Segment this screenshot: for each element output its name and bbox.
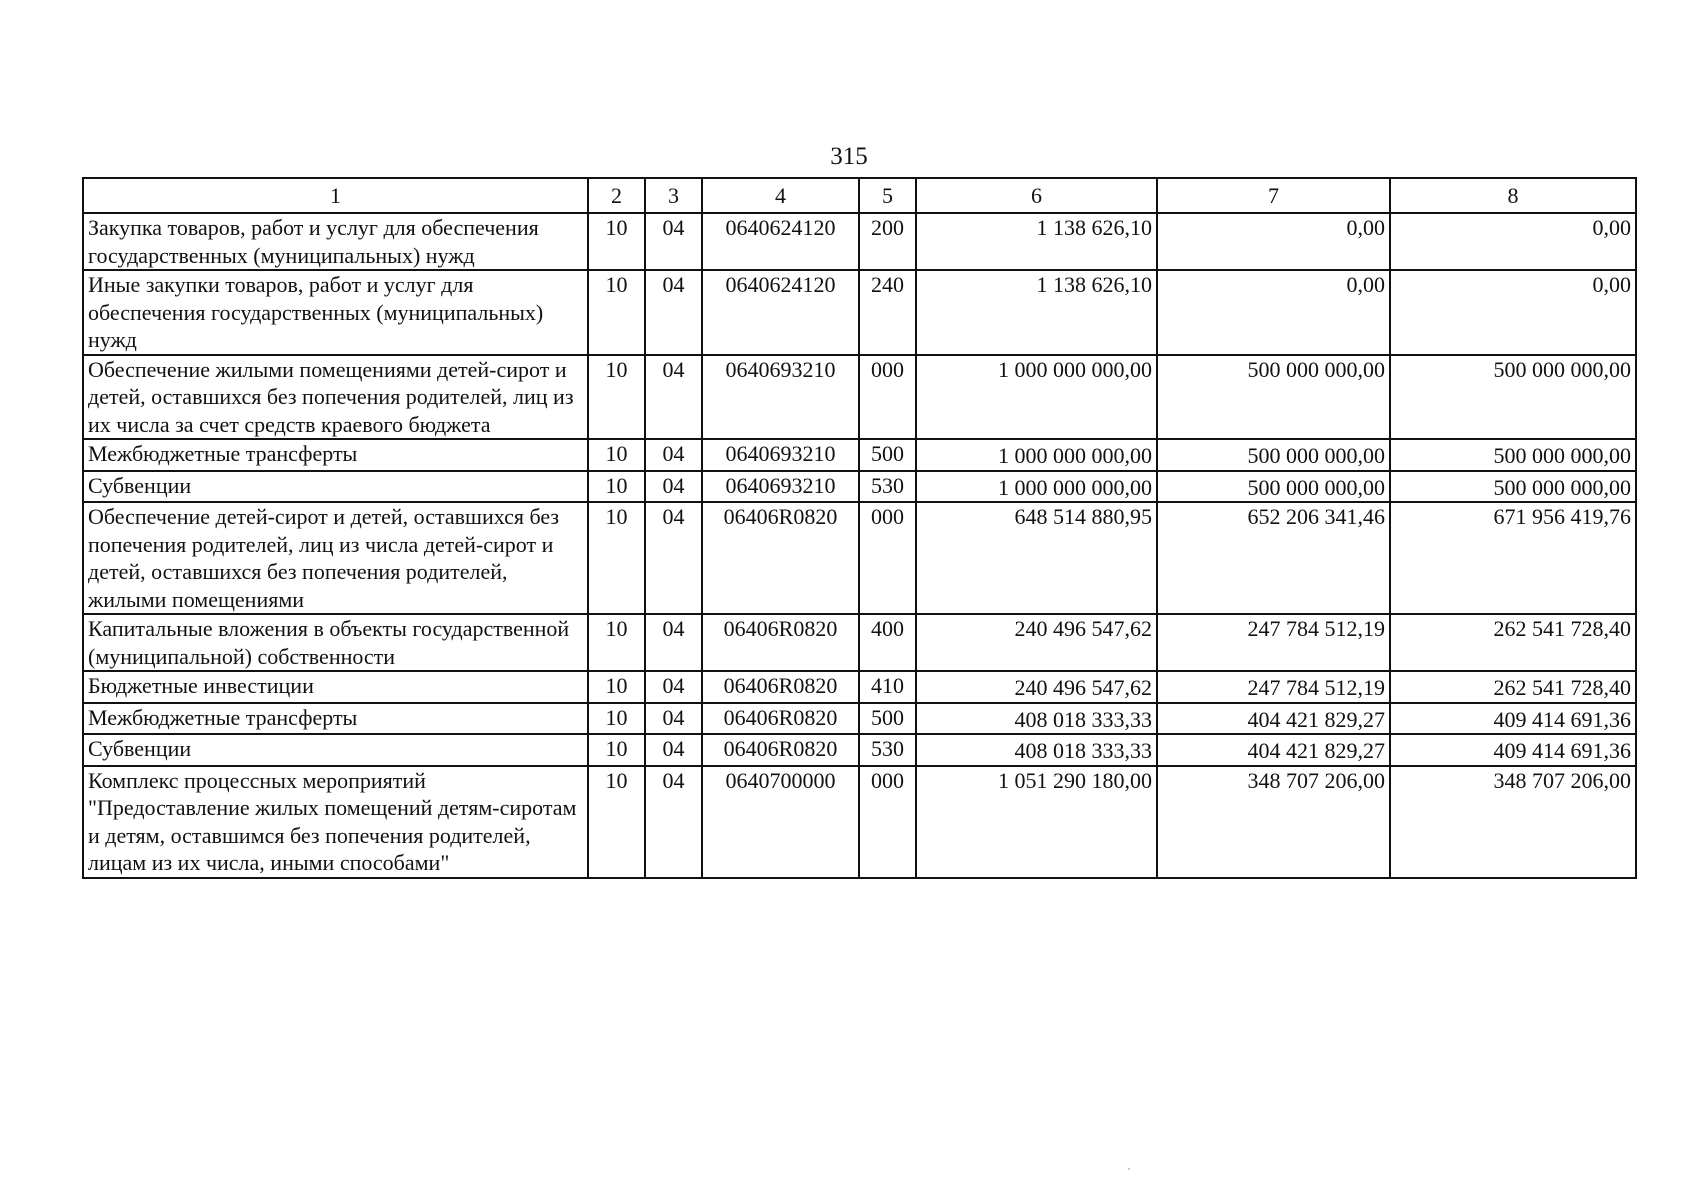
header-cell: 5 — [859, 178, 916, 213]
section-code: 10 — [588, 439, 645, 471]
amount-col-6: 1 051 290 180,00 — [916, 766, 1157, 878]
row-name: Субвенции — [83, 471, 588, 503]
expense-type-code: 530 — [859, 471, 916, 503]
section-code: 10 — [588, 671, 645, 703]
amount-col-8: 0,00 — [1390, 270, 1636, 355]
section-code: 10 — [588, 502, 645, 614]
subsection-code: 04 — [645, 213, 702, 270]
table-row — [83, 471, 1636, 503]
subsection-code: 04 — [645, 614, 702, 671]
amount-col-6: 1 000 000 000,00 — [916, 471, 1157, 503]
subsection-code: 04 — [645, 766, 702, 878]
subsection-code: 04 — [645, 471, 702, 503]
row-name: Бюджетные инвестиции — [83, 671, 588, 703]
header-cell: 3 — [645, 178, 702, 213]
scan-speck — [1128, 1168, 1130, 1170]
target-article-code: 0640693210 — [702, 355, 859, 440]
target-article-code: 0640624120 — [702, 270, 859, 355]
amount-col-8: 409 414 691,36 — [1390, 703, 1636, 735]
header-cell: 7 — [1157, 178, 1390, 213]
amount-col-6: 1 138 626,10 — [916, 213, 1157, 270]
subsection-code: 04 — [645, 502, 702, 614]
section-code: 10 — [588, 766, 645, 878]
amount-col-8: 409 414 691,36 — [1390, 734, 1636, 766]
expense-type-code: 400 — [859, 614, 916, 671]
row-name: Обеспечение детей-сирот и детей, оставшихся без попечения родителей, лиц из числа детей-сирот и детей, оставшихся без попечения родителей, жилыми помещениями — [83, 502, 588, 614]
row-name: Иные закупки товаров, работ и услуг для обеспечения государственных (муниципальных) нужд — [83, 270, 588, 355]
target-article-code: 0640700000 — [702, 766, 859, 878]
target-article-code: 06406R0820 — [702, 502, 859, 614]
amount-col-6: 1 000 000 000,00 — [916, 439, 1157, 471]
table-row — [83, 213, 1636, 270]
section-code: 10 — [588, 471, 645, 503]
subsection-code: 04 — [645, 439, 702, 471]
expense-type-code: 000 — [859, 355, 916, 440]
amount-col-6: 240 496 547,62 — [916, 671, 1157, 703]
budget-table — [82, 177, 1637, 879]
amount-col-6: 1 138 626,10 — [916, 270, 1157, 355]
table-row — [83, 614, 1636, 671]
expense-type-code: 410 — [859, 671, 916, 703]
expense-type-code: 500 — [859, 439, 916, 471]
expense-type-code: 500 — [859, 703, 916, 735]
expense-type-code: 000 — [859, 502, 916, 614]
target-article-code: 06406R0820 — [702, 614, 859, 671]
table-row — [83, 355, 1636, 440]
row-name: Закупка товаров, работ и услуг для обеспечения государственных (муниципальных) нужд — [83, 213, 588, 270]
expense-type-code: 530 — [859, 734, 916, 766]
subsection-code: 04 — [645, 270, 702, 355]
amount-col-7: 500 000 000,00 — [1157, 471, 1390, 503]
table-row — [83, 766, 1636, 878]
expense-type-code: 240 — [859, 270, 916, 355]
section-code: 10 — [588, 614, 645, 671]
target-article-code: 06406R0820 — [702, 671, 859, 703]
amount-col-7: 0,00 — [1157, 213, 1390, 270]
section-code: 10 — [588, 270, 645, 355]
amount-col-6: 408 018 333,33 — [916, 703, 1157, 735]
subsection-code: 04 — [645, 734, 702, 766]
table-row — [83, 439, 1636, 471]
header-cell: 6 — [916, 178, 1157, 213]
section-code: 10 — [588, 213, 645, 270]
target-article-code: 06406R0820 — [702, 703, 859, 735]
row-name: Межбюджетные трансферты — [83, 439, 588, 471]
table-row — [83, 502, 1636, 614]
table-row — [83, 671, 1636, 703]
row-name: Субвенции — [83, 734, 588, 766]
target-article-code: 06406R0820 — [702, 734, 859, 766]
amount-col-7: 247 784 512,19 — [1157, 614, 1390, 671]
amount-col-7: 247 784 512,19 — [1157, 671, 1390, 703]
target-article-code: 0640693210 — [702, 439, 859, 471]
row-name: Обеспечение жилыми помещениями детей-сирот и детей, оставшихся без попечения родителей, лиц из их числа за счет средств краевого бюджета — [83, 355, 588, 440]
header-cell: 2 — [588, 178, 645, 213]
amount-col-8: 348 707 206,00 — [1390, 766, 1636, 878]
amount-col-8: 500 000 000,00 — [1390, 439, 1636, 471]
target-article-code: 0640624120 — [702, 213, 859, 270]
target-article-code: 0640693210 — [702, 471, 859, 503]
table-row — [83, 734, 1636, 766]
header-cell: 4 — [702, 178, 859, 213]
amount-col-6: 648 514 880,95 — [916, 502, 1157, 614]
page-number: 315 — [830, 143, 868, 170]
row-name: Комплекс процессных мероприятий "Предоставление жилых помещений детям-сиротам и детям, оставшимся без попечения родителей, лицам из их числа, иными способами" — [83, 766, 588, 878]
row-name: Капитальные вложения в объекты государственной (муниципальной) собственности — [83, 614, 588, 671]
expense-type-code: 000 — [859, 766, 916, 878]
amount-col-8: 671 956 419,76 — [1390, 502, 1636, 614]
header-cell: 1 — [83, 178, 588, 213]
amount-col-7: 500 000 000,00 — [1157, 355, 1390, 440]
subsection-code: 04 — [645, 355, 702, 440]
header-cell: 8 — [1390, 178, 1636, 213]
header-row — [83, 178, 1636, 213]
section-code: 10 — [588, 355, 645, 440]
table-row — [83, 703, 1636, 735]
amount-col-8: 500 000 000,00 — [1390, 471, 1636, 503]
amount-col-7: 500 000 000,00 — [1157, 439, 1390, 471]
amount-col-8: 262 541 728,40 — [1390, 614, 1636, 671]
amount-col-8: 262 541 728,40 — [1390, 671, 1636, 703]
amount-col-7: 0,00 — [1157, 270, 1390, 355]
amount-col-8: 500 000 000,00 — [1390, 355, 1636, 440]
expense-type-code: 200 — [859, 213, 916, 270]
subsection-code: 04 — [645, 703, 702, 735]
amount-col-7: 652 206 341,46 — [1157, 502, 1390, 614]
amount-col-8: 0,00 — [1390, 213, 1636, 270]
row-name: Межбюджетные трансферты — [83, 703, 588, 735]
section-code: 10 — [588, 703, 645, 735]
amount-col-6: 408 018 333,33 — [916, 734, 1157, 766]
amount-col-7: 348 707 206,00 — [1157, 766, 1390, 878]
amount-col-7: 404 421 829,27 — [1157, 734, 1390, 766]
table-row — [83, 270, 1636, 355]
section-code: 10 — [588, 734, 645, 766]
amount-col-6: 240 496 547,62 — [916, 614, 1157, 671]
amount-col-6: 1 000 000 000,00 — [916, 355, 1157, 440]
subsection-code: 04 — [645, 671, 702, 703]
amount-col-7: 404 421 829,27 — [1157, 703, 1390, 735]
